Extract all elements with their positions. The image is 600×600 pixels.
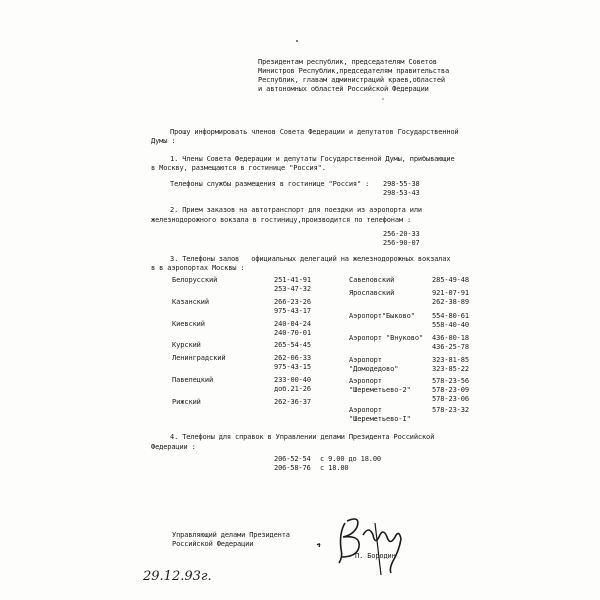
airport-name: Аэропорт (349, 356, 382, 364)
station-phone: 975-43-17 (274, 307, 312, 315)
item3-line-1: 3. Телефоны залов официальных делегаций на железнодорожных вокзалах (170, 255, 451, 263)
station-name: Киевский (172, 320, 205, 328)
airport-name: Аэропорт"Быково" (349, 312, 415, 320)
station-phone: 240-70-01 (274, 329, 312, 337)
airport-name: Аэропорт "Внуково" (349, 334, 424, 342)
station-phone: 240-04-24 (274, 320, 312, 328)
airport-phone: 436-25-78 (432, 343, 470, 351)
handwritten-date: 29.12.93г. (143, 569, 212, 584)
intro-line-1: Прошу информировать членов Совета Федерации и депутатов Государственной (170, 128, 459, 136)
scan-mark-icon (380, 96, 386, 102)
station-phone: 285-49-48 (432, 276, 470, 284)
station-name: Белорусский (172, 276, 218, 284)
airport-phone: 323-85-22 (432, 365, 470, 373)
station-phone: 921-07-91 (432, 289, 470, 297)
station-phone: 262-36-37 (274, 398, 312, 406)
airport-phone: 578-23-09 (432, 386, 470, 394)
item4-line-2: Федерации : (151, 443, 196, 451)
airport-phone: 436-80-18 (432, 334, 470, 342)
airport-phone: 554-80-61 (432, 312, 470, 320)
airport-phone: 578-23-32 (432, 406, 470, 414)
station-phone: 253-47-32 (274, 285, 312, 293)
item4-line-1: 4. Телефоны для справок в Управлении делами Президента Российской (170, 433, 435, 441)
item2-line-2: железнодорожного вокзала в гостиницу,производится по телефонам : (151, 216, 412, 224)
item2-phone: 256-20-33 (383, 230, 420, 238)
addressee-line: Президентам республик, председателям Советов (258, 58, 437, 66)
station-name: Курский (172, 341, 201, 349)
station-name: Ленинградский (172, 354, 226, 362)
addressee-block (258, 58, 449, 94)
item1-phone: 298-55-38 (383, 180, 420, 188)
item4-phone: 206-52-54 (274, 455, 311, 463)
station-name: Рижский (172, 398, 201, 406)
airport-phone: 578-23-06 (432, 395, 470, 403)
item2-phone: 256-90-07 (383, 239, 420, 247)
signatory-title: Управляющий делами Президента (172, 531, 290, 539)
scan-mark-icon (294, 38, 300, 44)
station-name: Савеловский (349, 276, 395, 284)
addressee-line: и автономных областей Российской Федерации (258, 85, 429, 93)
intro-line-2: Думы : (151, 137, 176, 145)
airport-phone: 323-81-85 (432, 356, 470, 364)
airport-name: Аэропорт (349, 377, 382, 385)
station-phone: 262-38-89 (432, 298, 470, 306)
signatory-name: П. Бородин (355, 552, 396, 560)
item1-line-1: 1. Члены Совета Федерации и депутаты Государственной Думы, прибывающие (170, 155, 455, 163)
item2-line-1: 2. Прием заказов на автотранспорт для поездки из аэропорта или (170, 206, 422, 214)
item4-hours: с 9.00 до 18.00 (320, 455, 381, 463)
station-name: Казанский (172, 298, 210, 306)
addressee-line: Республик, главам администраций краев,областей (258, 76, 445, 84)
item1-line-2: в Москву, размещаются в гостинице "Россия". (151, 164, 326, 172)
addressee-line: Министров Республик,председателям правительства (258, 67, 450, 75)
item4-phone: 206-58-76 (274, 464, 311, 472)
station-phone: 262-06-33 (274, 354, 312, 362)
signature-icon (305, 505, 425, 575)
station-name: Ярославский (349, 289, 395, 297)
station-name: Павелецкий (172, 376, 214, 384)
item1-phones-label: Телефоны службы размещения в гостинице "Россия" : (170, 180, 370, 188)
airport-name: "Домодедово" (349, 365, 399, 373)
airport-phone: 558-40-40 (432, 321, 470, 329)
signatory-title: Российской Федерации (172, 540, 254, 548)
item3-line-2: в в аэропортах Москвы : (151, 264, 245, 272)
airport-name: Аэропорт (349, 406, 382, 414)
station-phone: 975-43-15 (274, 363, 312, 371)
station-phone: 233-00-40 (274, 376, 312, 384)
station-phone: 265-54-45 (274, 341, 312, 349)
station-phone: доб.21-26 (274, 385, 312, 393)
airport-name: "Шереметьево-I" (349, 415, 411, 423)
airport-phone: 578-23-56 (432, 377, 470, 385)
item1-phone: 298-53-43 (383, 189, 420, 197)
station-phone: 266-23-26 (274, 298, 312, 306)
airport-name: "Шереметьево-2" (349, 386, 411, 394)
station-phone: 251-41-91 (274, 276, 312, 284)
item4-hours: с 18.00 (320, 464, 349, 472)
